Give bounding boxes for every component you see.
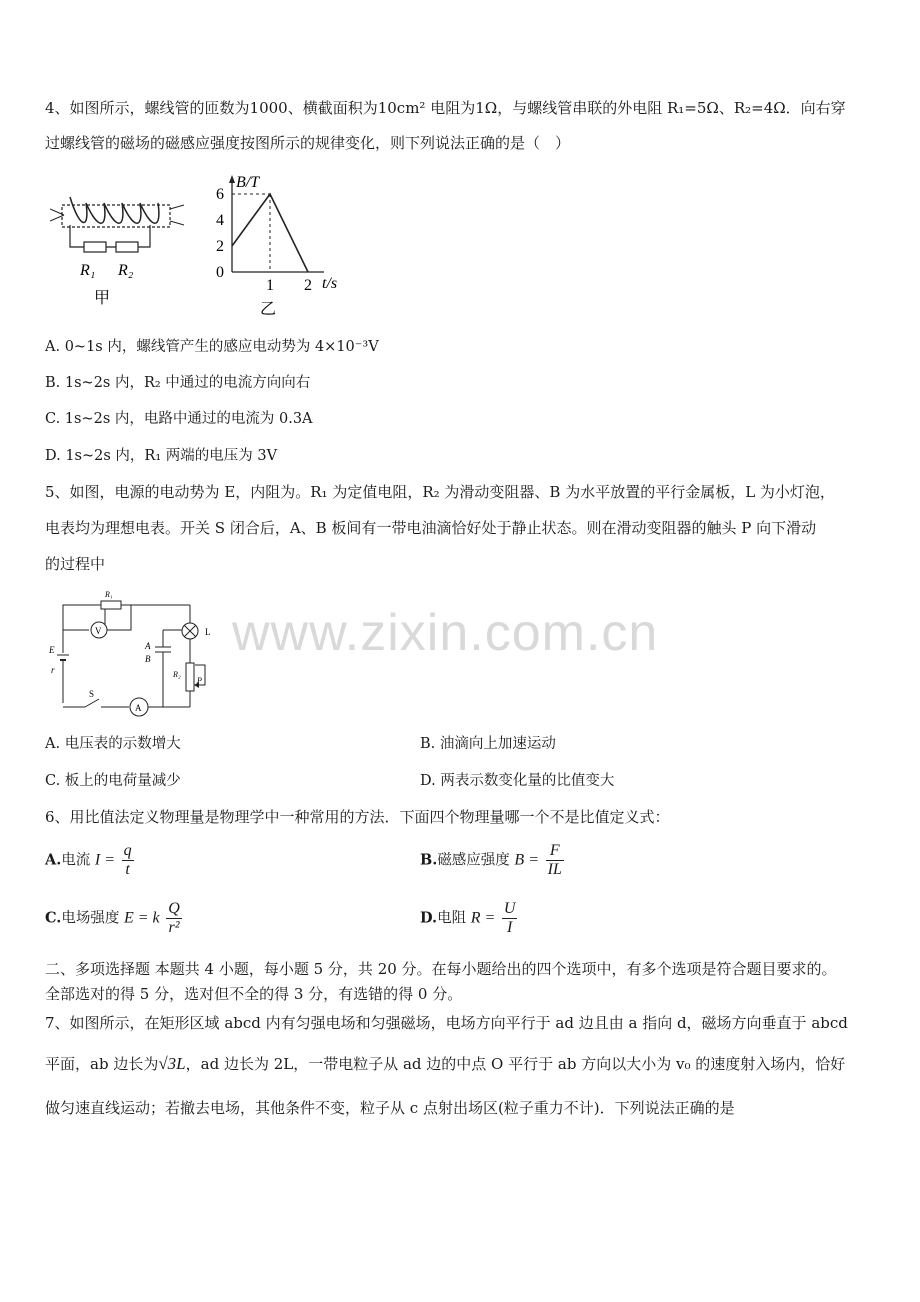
x-axis-label: t/s bbox=[322, 275, 338, 292]
sqrt3l-expression: √3L bbox=[158, 1054, 186, 1073]
voltmeter-label: V bbox=[95, 626, 102, 636]
q4-option-b[interactable]: B. 1s~2s 内，R₂ 中通过的电流方向向右 bbox=[45, 375, 311, 391]
fig-yi-caption: 乙 bbox=[260, 301, 277, 318]
q5-option-b[interactable]: B. 油滴向上加速运动 bbox=[420, 736, 556, 752]
b-t-graph bbox=[212, 172, 362, 322]
q4-stem-line2: 过螺线管的磁场的磁感应强度按图所示的规律变化，则下列说法正确的是（ ） bbox=[45, 134, 571, 152]
r2-label: R₂ bbox=[118, 262, 134, 279]
q5-stem-line2: 电表均为理想电表。开关 S 闭合后，A、B 板间有一带电油滴恰好处于静止状态。则在滑动变阻器的触头 P 向下滑动 bbox=[45, 519, 817, 537]
q6-stem: 6、用比值法定义物理量是物理学中一种常用的方法．下面四个物理量哪一个不是比值定义式： bbox=[45, 808, 670, 826]
q4-stem-line1: 4、如图所示，螺线管的匝数为1000、横截面积为10cm² 电阻为1Ω，与螺线管串联的外电阻 R₁=5Ω、R₂=4Ω．向右穿 bbox=[45, 99, 846, 117]
q6-option-d[interactable]: D.电阻 R = $\frac{U}{I}$ bbox=[420, 900, 516, 936]
r1-label: R₁ bbox=[105, 590, 113, 599]
circuit-figure bbox=[45, 585, 225, 720]
y-tick-label: 6 bbox=[216, 186, 224, 203]
q4-option-a[interactable]: A. 0~1s 内，螺线管产生的感应电动势为 4×10⁻³V bbox=[45, 339, 379, 355]
fig-jia-caption: 甲 bbox=[94, 290, 111, 307]
x-tick-label: 2 bbox=[304, 277, 312, 294]
q5-option-d[interactable]: D. 两表示数变化量的比值变大 bbox=[420, 773, 615, 789]
slider-p-label: P bbox=[197, 676, 202, 685]
q5-stem-line1: 5、如图，电源的电动势为 E，内阻为。R₁ 为定值电阻，R₂ 为滑动变阻器、B 为水平放置的平行金属板，L 为小灯泡， bbox=[45, 483, 835, 501]
solenoid-circuit-figure bbox=[50, 185, 190, 310]
q4-option-d[interactable]: D. 1s~2s 内，R₁ 两端的电压为 3V bbox=[45, 448, 278, 464]
q6-option-b[interactable]: B.磁感应强度 B = $\frac{F}{IL}$ bbox=[420, 842, 562, 878]
internal-r-label: r bbox=[51, 665, 55, 675]
q7-stem-line1: 7、如图所示，在矩形区域 abcd 内有匀强电场和匀强磁场，电场方向平行于 ad 边且由 a 指向 d，磁场方向垂直于 abcd bbox=[45, 1014, 848, 1032]
section2-instructions-line2: 全部选对的得 5 分，选对但不全的得 3 分，有选错的得 0 分。 bbox=[45, 985, 463, 1003]
y-tick-label: 4 bbox=[216, 212, 224, 229]
y-axis-label: B/T bbox=[236, 174, 260, 191]
x-tick-label: 1 bbox=[266, 277, 274, 294]
q7-stem-line3: 做匀速直线运动；若撤去电场，其他条件不变，粒子从 c 点射出场区(粒子重力不计)．下列说法正确的是 bbox=[45, 1099, 735, 1117]
q6-option-a[interactable]: A.电流 I = $\frac{q}{t}$ bbox=[45, 842, 132, 878]
emf-label: E bbox=[49, 645, 55, 655]
q7-stem-line2: 平面，ab 边长为√3L，ad 边长为 2L，一带电粒子从 ad 边的中点 O 平行于 ab 方向以大小为 v₀ 的速度射入场内，恰好 bbox=[45, 1054, 846, 1073]
r2-label: R₂ bbox=[173, 670, 181, 679]
q4-option-c[interactable]: C. 1s~2s 内，电路中通过的电流为 0.3A bbox=[45, 411, 313, 427]
ammeter-label: A bbox=[135, 703, 142, 713]
lamp-label: L bbox=[205, 627, 211, 637]
q5-option-c[interactable]: C. 板上的电荷量减少 bbox=[45, 773, 181, 789]
y-tick-label: 0 bbox=[216, 264, 224, 281]
q5-option-a[interactable]: A. 电压表的示数增大 bbox=[45, 736, 181, 752]
plate-b-label: B bbox=[145, 654, 151, 664]
q6-option-c[interactable]: C.电场强度 E = k $\frac{Q}{\text{r²}}$ bbox=[45, 900, 180, 936]
switch-label: S bbox=[89, 689, 95, 699]
r1-label: R₁ bbox=[80, 262, 96, 279]
section2-instructions-line1: 二、多项选择题 本题共 4 小题，每小题 5 分，共 20 分。在每小题给出的四个选项中，有多个选项是符合题目要求的。 bbox=[45, 960, 837, 978]
plate-a-label: A bbox=[145, 641, 151, 651]
y-tick-label: 2 bbox=[216, 238, 224, 255]
watermark: www.zixin.com.cn bbox=[232, 604, 659, 662]
q5-stem-line3: 的过程中 bbox=[45, 555, 106, 573]
